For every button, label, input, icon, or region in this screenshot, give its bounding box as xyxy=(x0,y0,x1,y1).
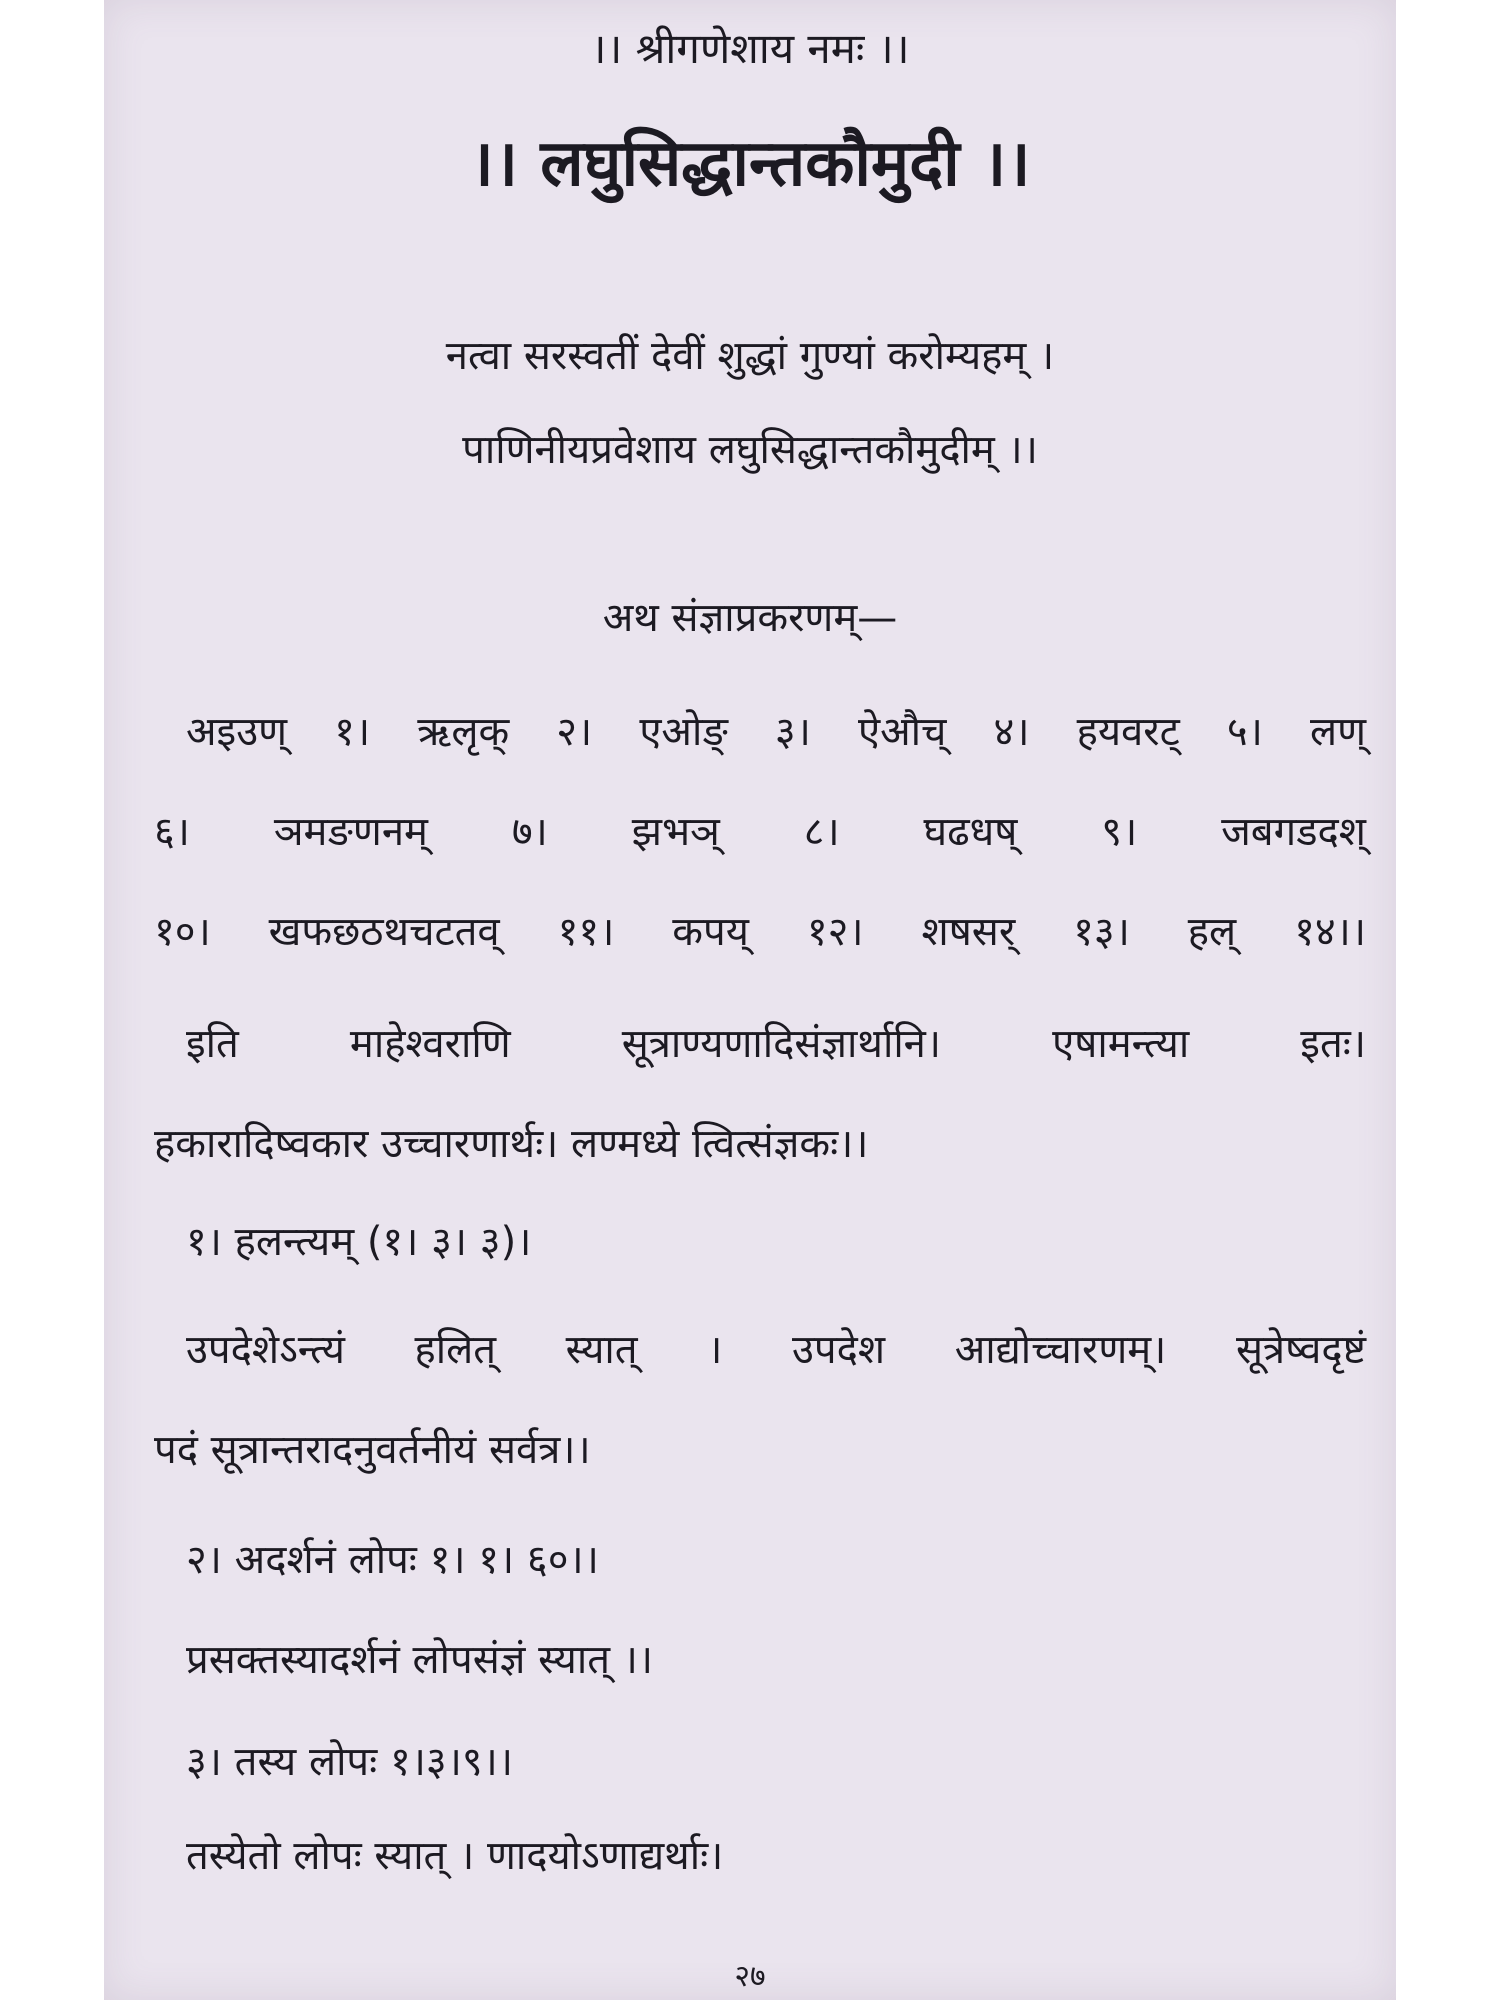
commentary-1-line-1: इति माहेश्वराणि सूत्राण्यणादिसंज्ञार्थानि। एषामन्त्या इतः। xyxy=(186,1021,1366,1067)
sutra-rule-3: ३। तस्य लोपः १।३।९।। xyxy=(186,1739,513,1785)
sutra-rule-1: १। हलन्त्यम् (१। ३। ३)। xyxy=(186,1219,532,1265)
page-title: ।। लघुसिद्धान्तकौमुदी ।। xyxy=(469,127,1031,201)
shiva-sutra-line-3: १०। खफछठथचटतव् ११। कपय् १२। शषसर् १३। हल् १४।। xyxy=(154,909,1366,955)
book-page xyxy=(104,0,1396,2000)
verse-line-2: पाणिनीयप्रवेशाय लघुसिद्धान्तकौमुदीम् ।। xyxy=(462,427,1038,473)
commentary-1-line-2: हकारादिष्वकार उच्चारणार्थः। लण्मध्ये त्वित्संज्ञकः।। xyxy=(154,1121,869,1167)
invocation-line: ।। श्रीगणेशाय नमः ।। xyxy=(590,24,910,73)
page-number: २७ xyxy=(734,1959,766,1994)
verse-line-1: नत्वा सरस्वतीं देवीं शुद्धां गुण्यां करोम्यहम् । xyxy=(445,333,1055,379)
commentary-4: तस्येतो लोपः स्यात् । णादयोऽणाद्यर्थाः। xyxy=(186,1833,724,1879)
section-heading: अथ संज्ञाप्रकरणम्— xyxy=(602,595,898,641)
commentary-2-line-1: उपदेशेऽन्त्यं हलित् स्यात् । उपदेश आद्योच्चारणम्। सूत्रेष्वदृष्टं xyxy=(186,1327,1366,1373)
sutra-rule-2: २। अदर्शनं लोपः १। १। ६०।। xyxy=(186,1537,599,1583)
commentary-3: प्रसक्तस्यादर्शनं लोपसंज्ञं स्यात् ।। xyxy=(186,1637,654,1683)
shiva-sutra-line-1: अइउण् १। ऋलृक् २। एओङ् ३। ऐऔच् ४। हयवरट् ५। लण् xyxy=(186,709,1366,755)
commentary-2-line-2: पदं सूत्रान्तरादनुवर्तनीयं सर्वत्र।। xyxy=(154,1427,591,1473)
shiva-sutra-line-2: ६। ञमङणनम् ७। झभञ् ८। घढधष् ९। जबगडदश् xyxy=(154,809,1366,855)
